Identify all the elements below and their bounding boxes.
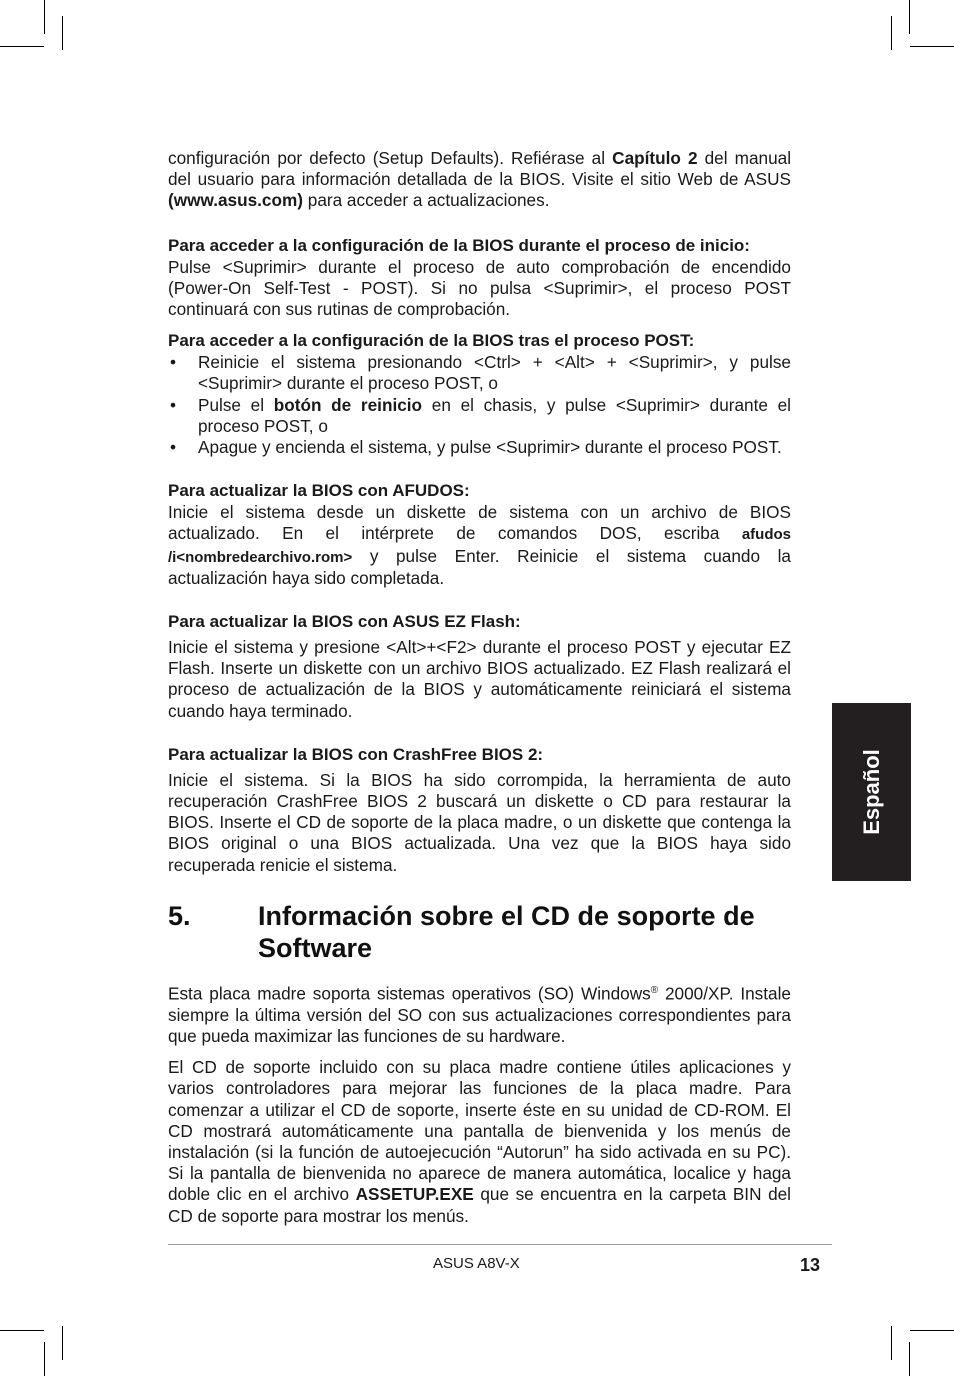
registered-mark: ® bbox=[650, 984, 659, 996]
paragraph-ezflash: Inicie el sistema y presione <Alt>+<F2> durante el proceso POST y ejecutar EZ Flash. Inserte un diskette con un archivo BIOS actualizado. EZ Flash realizará el proceso de actualización de la BIOS y automáticamente reiniciará el sistema cuando haya terminado. bbox=[168, 637, 791, 721]
crop-mark bbox=[909, 0, 910, 34]
reset-button-reference: botón de reinicio bbox=[273, 394, 423, 415]
intro-text: del manual del usuario para información detallada de la BIOS. Visite el sitio Web de ASUS bbox=[168, 148, 792, 190]
crop-mark bbox=[0, 1330, 44, 1331]
page-number: 13 bbox=[800, 1255, 821, 1275]
crop-mark bbox=[0, 46, 44, 47]
bullet-icon: • bbox=[170, 352, 177, 373]
section-title: Información sobre el CD de soporte de Software bbox=[258, 900, 755, 963]
heading-after-post: Para acceder a la configuración de la BIOS tras el proceso POST: bbox=[168, 331, 695, 351]
intro-paragraph bbox=[168, 148, 791, 212]
footer-model: ASUS A8V-X bbox=[433, 1255, 520, 1272]
list-item-text: Pulse el bbox=[198, 394, 274, 415]
heading-crashfree: Para actualizar la BIOS con CrashFree BIOS 2: bbox=[168, 744, 544, 764]
section-5-heading bbox=[168, 900, 791, 964]
language-tab bbox=[832, 703, 911, 881]
list-item-text: en el chasis, y pulse <Suprimir> durante el proceso POST, o bbox=[198, 394, 791, 436]
page-content bbox=[168, 148, 791, 1227]
list-item bbox=[168, 352, 791, 394]
intro-text: para acceder a actualizaciones. bbox=[302, 190, 550, 211]
crop-mark bbox=[62, 1326, 63, 1360]
footer-divider bbox=[168, 1244, 832, 1245]
os-support-text: 2000/XP. Instale siempre la última versión del SO con sus actualizaciones correspondientes para que pueda maximizar las funciones de su hardware. bbox=[168, 983, 791, 1047]
support-cd-text: que se encuentra en la carpeta BIN del CD de soporte para mostrar los menús. bbox=[168, 1184, 791, 1226]
bullet-icon: • bbox=[170, 437, 177, 458]
list-item bbox=[168, 437, 791, 458]
list-item bbox=[168, 395, 791, 437]
chapter-reference: Capítulo 2 bbox=[612, 148, 698, 168]
afudos-text: Inicie el sistema desde un diskette de sistema con un archivo de BIOS actualizado. En el intérprete de comandos DOS, escriba bbox=[168, 502, 791, 544]
website-reference: (www.asus.com) bbox=[168, 190, 303, 211]
crop-mark bbox=[891, 1326, 892, 1360]
crop-mark bbox=[910, 46, 954, 47]
afudos-command: afudos /i<nombredearchivo.rom> bbox=[168, 526, 791, 566]
crop-mark bbox=[62, 16, 63, 50]
paragraph-os-support bbox=[168, 980, 791, 1047]
intro-text: configuración por defecto (Setup Defaults). Refiérase al bbox=[168, 148, 613, 168]
paragraph-crashfree: Inicie el sistema. Si la BIOS ha sido corrompida, la herramienta de auto recuperación CrashFree BIOS 2 buscará un diskette o CD para restaurar la BIOS. Inserte el CD de soporte de la placa madre, o un diskette que contenga la BIOS original o una BIOS actualizada. Una vez que la BIOS haya sido recuperada renicie el sistema. bbox=[168, 769, 791, 875]
list-item-text: Apague y encienda el sistema, y pulse <Suprimir> durante el proceso POST. bbox=[198, 437, 782, 458]
support-cd-text: El CD de soporte incluido con su placa madre contiene útiles aplicaciones y varios controladores para mejorar las funciones de la placa madre. Para comenzar a utilizar el CD de soporte, inserte éste en su unidad de CD-ROM. El CD mostrará automáticamente una pantalla de bienvenida y los menús de instalación (si la función de autoejecución “Autorun” ha sido activada en su PC). Si la pantalla de bienvenida no aparece de manera automática, localice y haga doble clic en el archivo bbox=[168, 1057, 791, 1205]
bullet-icon: • bbox=[170, 394, 177, 415]
crop-mark bbox=[910, 1330, 954, 1331]
heading-during-post: Para acceder a la configuración de la BIOS durante el proceso de inicio: bbox=[168, 235, 750, 255]
crop-mark bbox=[909, 1342, 910, 1376]
os-support-text: Esta placa madre soporta sistemas operativos (SO) Windows bbox=[168, 983, 651, 1004]
crop-mark bbox=[891, 16, 892, 50]
heading-afudos: Para actualizar la BIOS con AFUDOS: bbox=[168, 481, 470, 501]
paragraph-afudos bbox=[168, 502, 791, 589]
paragraph-support-cd bbox=[168, 1057, 791, 1227]
afudos-text: y pulse Enter. Reinicie el sistema cuando la actualización haya sido completada. bbox=[168, 545, 791, 588]
list-item-text: Reinicie el sistema presionando <Ctrl> + <Alt> + <Suprimir>, y pulse <Suprimir> durante el proceso POST, o bbox=[198, 352, 791, 394]
language-tab-label: Español bbox=[858, 749, 884, 835]
heading-ezflash: Para actualizar la BIOS con ASUS EZ Flash: bbox=[168, 612, 521, 632]
paragraph-during-post: Pulse <Suprimir> durante el proceso de auto comprobación de encendido (Power-On Self-Test - POST). Si no pulsa <Suprimir>, el proceso POST continuará con sus rutinas de comprobación. bbox=[168, 256, 791, 320]
section-number: 5. bbox=[168, 900, 191, 931]
crop-mark bbox=[44, 0, 45, 34]
assetup-file-reference: ASSETUP.EXE bbox=[355, 1184, 474, 1205]
after-post-list bbox=[168, 352, 791, 458]
crop-mark bbox=[44, 1342, 45, 1376]
